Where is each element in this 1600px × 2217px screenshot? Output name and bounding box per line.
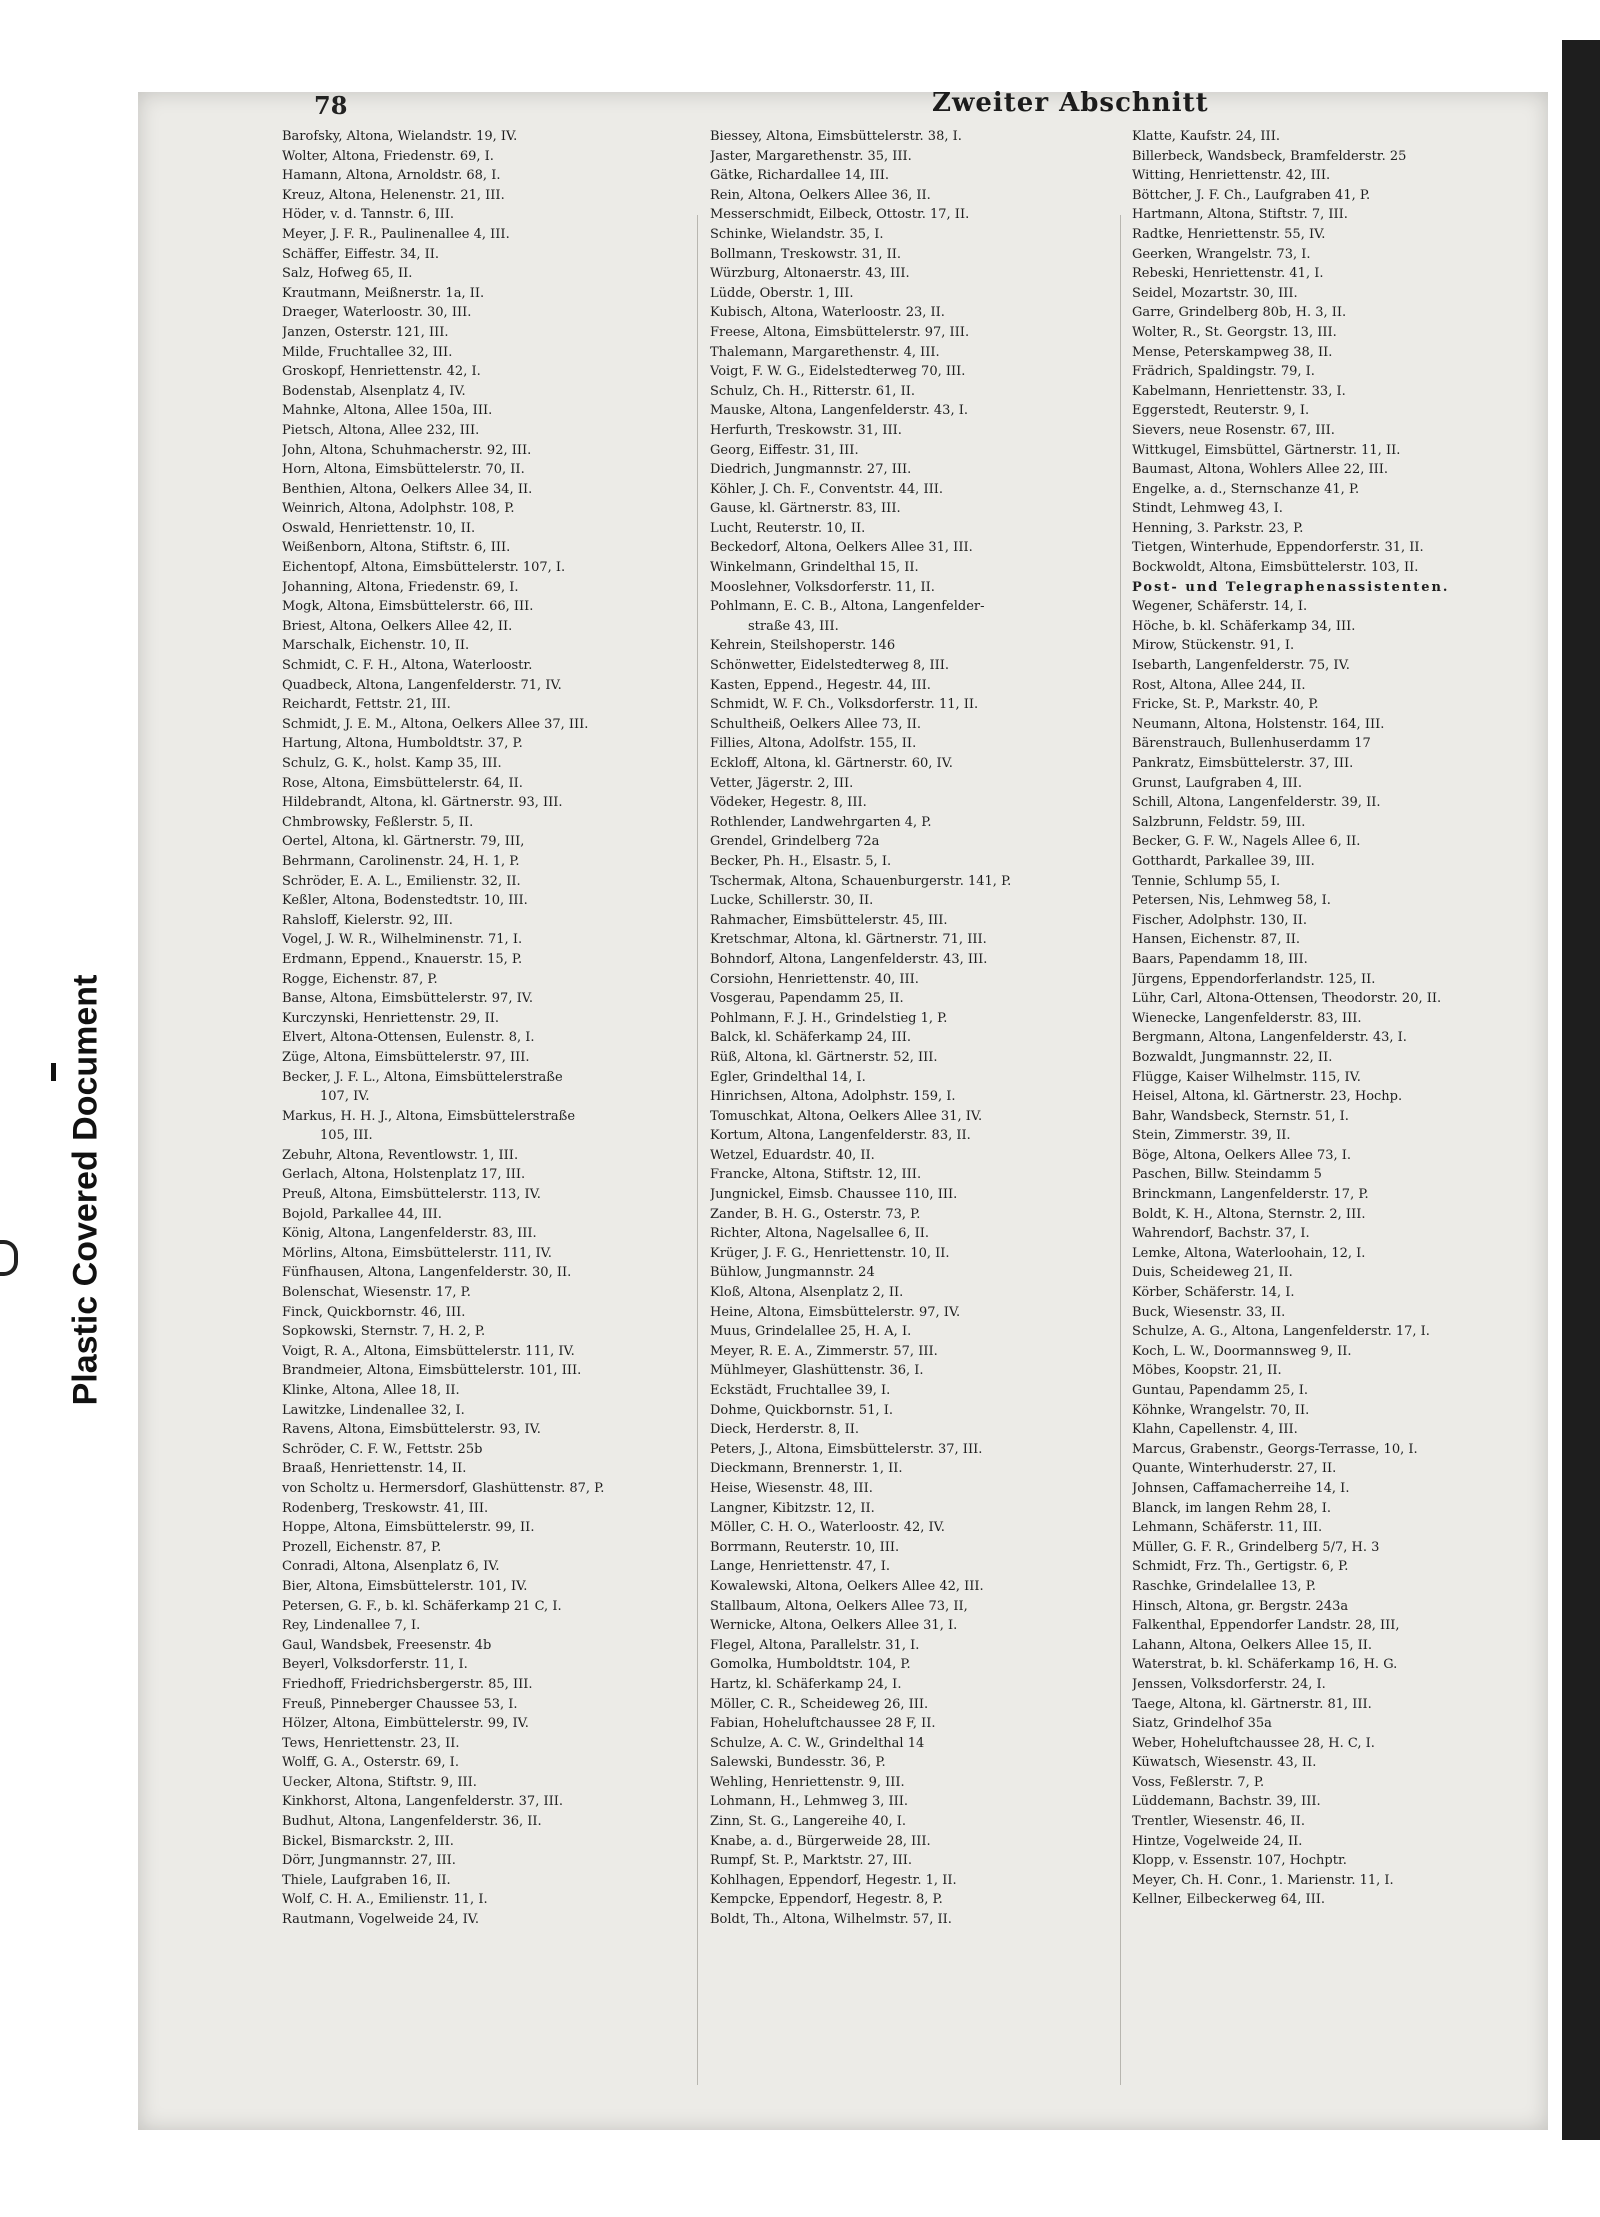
directory-entry: Bickel, Bismarckstr. 2, III. bbox=[282, 1833, 454, 1849]
directory-entry: Lawitzke, Lindenallee 32, I. bbox=[282, 1402, 465, 1418]
directory-entry: straße 43, III. bbox=[748, 618, 839, 634]
directory-entry: Schmidt, C. F. H., Altona, Waterloostr. bbox=[282, 658, 533, 674]
directory-entry: Tennie, Schlump 55, I. bbox=[1132, 873, 1281, 889]
directory-entry: Flegel, Altona, Parallelstr. 31, I. bbox=[710, 1637, 920, 1653]
directory-entry: Pietsch, Altona, Allee 232, III. bbox=[282, 422, 480, 438]
directory-entry: Pohlmann, E. C. B., Altona, Langenfelder- bbox=[710, 599, 985, 615]
directory-entry: Jaster, Margarethenstr. 35, III. bbox=[710, 148, 912, 164]
directory-entry: Horn, Altona, Eimsbüttelerstr. 70, II. bbox=[282, 462, 525, 478]
directory-entry: Thalemann, Margarethenstr. 4, III. bbox=[710, 344, 940, 360]
directory-entry: Balck, kl. Schäferkamp 24, III. bbox=[710, 1030, 911, 1046]
directory-entry: Kabelmann, Henriettenstr. 33, I. bbox=[1132, 383, 1346, 399]
directory-entry: Kasten, Eppend., Hegestr. 44, III. bbox=[710, 677, 931, 693]
directory-entry: Vogel, J. W. R., Wilhelminenstr. 71, I. bbox=[282, 932, 523, 948]
directory-entry: Mörlins, Altona, Eimsbüttelerstr. 111, IV. bbox=[282, 1245, 552, 1261]
directory-entry: Isebarth, Langenfelderstr. 75, IV. bbox=[1132, 658, 1350, 674]
directory-entry: Hildebrandt, Altona, kl. Gärtnerstr. 93, III. bbox=[282, 795, 563, 811]
directory-entry: Johanning, Altona, Friedenstr. 69, I. bbox=[282, 579, 519, 595]
directory-entry: Stindt, Lehmweg 43, I. bbox=[1132, 501, 1283, 517]
directory-entry: Messerschmidt, Eilbeck, Ottostr. 17, II. bbox=[710, 207, 970, 223]
directory-entry: Herfurth, Treskowstr. 31, III. bbox=[710, 422, 902, 438]
directory-entry: Sopkowski, Sternstr. 7, H. 2, P. bbox=[282, 1324, 486, 1340]
directory-entry: Klatte, Kaufstr. 24, III. bbox=[1132, 129, 1280, 144]
directory-entry: Paschen, Billw. Steindamm 5 bbox=[1132, 1167, 1322, 1183]
directory-entry: Banse, Altona, Eimsbüttelerstr. 97, IV. bbox=[282, 991, 533, 1007]
directory-entry: Kowalewski, Altona, Oelkers Allee 42, III. bbox=[710, 1578, 984, 1594]
directory-entry: Fischer, Adolphstr. 130, II. bbox=[1132, 912, 1308, 928]
directory-entry: Budhut, Altona, Langenfelderstr. 36, II. bbox=[282, 1814, 542, 1830]
directory-entry: Uecker, Altona, Stiftstr. 9, III. bbox=[282, 1774, 477, 1790]
directory-entry: Erdmann, Eppend., Knauerstr. 15, P. bbox=[282, 951, 523, 967]
directory-entry: Rein, Altona, Oelkers Allee 36, II. bbox=[710, 187, 931, 203]
directory-entry: Bockwoldt, Altona, Eimsbüttelerstr. 103, II. bbox=[1132, 560, 1419, 576]
directory-entry: Meyer, J. F. R., Paulinenallee 4, III. bbox=[282, 226, 510, 242]
directory-entry: Pankratz, Eimsbüttelerstr. 37, III. bbox=[1132, 756, 1354, 771]
directory-entry: Rebeski, Henriettenstr. 41, I. bbox=[1132, 266, 1324, 282]
directory-entry: Freese, Altona, Eimsbüttelerstr. 97, III. bbox=[710, 324, 970, 340]
directory-entry: Salz, Hofweg 65, II. bbox=[282, 266, 413, 282]
directory-entry: Corsiohn, Henriettenstr. 40, III. bbox=[710, 971, 919, 987]
directory-entry: Klopp, v. Essenstr. 107, Hochptr. bbox=[1132, 1853, 1347, 1869]
directory-entry: Hinrichsen, Altona, Adolphstr. 159, I. bbox=[710, 1089, 956, 1105]
directory-entry: Schultheiß, Oelkers Allee 73, II. bbox=[710, 716, 922, 732]
directory-entry: Jenssen, Volksdorferstr. 24, I. bbox=[1132, 1676, 1326, 1692]
directory-entry: Dörr, Jungmannstr. 27, III. bbox=[282, 1853, 456, 1869]
directory-entry: Salzbrunn, Feldstr. 59, III. bbox=[1132, 814, 1306, 830]
directory-entry: Becker, G. F. W., Nagels Allee 6, II. bbox=[1132, 834, 1361, 850]
column-divider bbox=[697, 215, 698, 2085]
directory-entry: Neumann, Altona, Holstenstr. 164, III. bbox=[1132, 716, 1385, 732]
directory-entry: Behrmann, Carolinenstr. 24, H. 1, P. bbox=[282, 853, 520, 869]
directory-entry: Georg, Eiffestr. 31, III. bbox=[710, 442, 859, 458]
directory-entry: Ravens, Altona, Eimsbüttelerstr. 93, IV. bbox=[282, 1422, 541, 1438]
directory-entry: Bolenschat, Wiesenstr. 17, P. bbox=[282, 1285, 471, 1301]
directory-entry: Kretschmar, Altona, kl. Gärtnerstr. 71, III. bbox=[710, 932, 987, 948]
directory-entry: Kempcke, Eppendorf, Hegestr. 8, P. bbox=[710, 1892, 943, 1908]
directory-entry: Jürgens, Eppendorferlandstr. 125, II. bbox=[1132, 971, 1376, 987]
page-number: 78 bbox=[314, 91, 348, 120]
directory-entry: Heine, Altona, Eimsbüttelerstr. 97, IV. bbox=[710, 1304, 961, 1320]
directory-entry: König, Altona, Langenfelderstr. 83, III. bbox=[282, 1226, 537, 1242]
directory-entry: Boldt, K. H., Altona, Sternstr. 2, III. bbox=[1132, 1206, 1366, 1222]
directory-entry: Fünfhausen, Altona, Langenfelderstr. 30, II. bbox=[282, 1265, 572, 1281]
directory-entry: Wittkugel, Eimsbüttel, Gärtnerstr. 11, II. bbox=[1132, 442, 1401, 458]
directory-entry: Flügge, Kaiser Wilhelmstr. 115, IV. bbox=[1132, 1069, 1361, 1085]
directory-entry: Freuß, Pinneberger Chaussee 53, I. bbox=[282, 1696, 518, 1712]
directory-column-2 bbox=[710, 127, 1120, 1930]
directory-entry: Rothlender, Landwehrgarten 4, P. bbox=[710, 814, 932, 830]
directory-entry: Vetter, Jägerstr. 2, III. bbox=[710, 775, 854, 791]
directory-entry: Böge, Altona, Oelkers Allee 73, I. bbox=[1132, 1147, 1352, 1163]
directory-entry: Krüger, J. F. G., Henriettenstr. 10, II. bbox=[710, 1245, 950, 1261]
directory-entry: Voigt, R. A., Altona, Eimsbüttelerstr. 111, IV. bbox=[282, 1343, 575, 1359]
directory-entry: Falkenthal, Eppendorfer Landstr. 28, III, bbox=[1132, 1618, 1400, 1634]
directory-entry: Eichentopf, Altona, Eimsbüttelerstr. 107, I. bbox=[282, 560, 566, 576]
directory-entry: Bodenstab, Alsenplatz 4, IV. bbox=[282, 383, 466, 399]
directory-entry: Schönwetter, Eidelstedterweg 8, III. bbox=[710, 658, 949, 674]
side-label-text: Plastic Covered Document bbox=[66, 974, 105, 1406]
directory-entry: Geerken, Wrangelstr. 73, I. bbox=[1132, 246, 1311, 262]
directory-entry: von Scholtz u. Hermersdorf, Glashüttenstr. 87, P. bbox=[282, 1480, 605, 1496]
directory-entry: Garre, Grindelberg 80b, H. 3, II. bbox=[1132, 305, 1347, 321]
directory-entry: Diedrich, Jungmannstr. 27, III. bbox=[710, 462, 912, 478]
directory-entry: Johnsen, Caffamacherreihe 14, I. bbox=[1132, 1480, 1350, 1496]
directory-entry: Hölzer, Altona, Eimbüttelerstr. 99, IV. bbox=[282, 1716, 529, 1732]
directory-entry: Rey, Lindenallee 7, I. bbox=[282, 1618, 421, 1634]
directory-entry: Wahrendorf, Bachstr. 37, I. bbox=[1132, 1226, 1310, 1242]
directory-entry: Müller, G. F. R., Grindelberg 5/7, H. 3 bbox=[1132, 1539, 1380, 1555]
directory-entry: Grunst, Laufgraben 4, III. bbox=[1132, 775, 1302, 791]
directory-entry: Zander, B. H. G., Osterstr. 73, P. bbox=[710, 1206, 921, 1222]
directory-entry: Schulze, A. G., Altona, Langenfelderstr. 17, I. bbox=[1132, 1324, 1430, 1340]
directory-entry: Eckstädt, Fruchtallee 39, I. bbox=[710, 1383, 891, 1398]
directory-entry: Buck, Wiesenstr. 33, II. bbox=[1132, 1304, 1286, 1320]
directory-entry: Schmidt, W. F. Ch., Volksdorferstr. 11, II. bbox=[710, 697, 979, 713]
directory-entry: Schinke, Wielandstr. 35, I. bbox=[710, 226, 884, 242]
directory-entry: Beyerl, Volksdorferstr. 11, I. bbox=[282, 1657, 468, 1673]
directory-entry: Tomuschkat, Altona, Oelkers Allee 31, IV. bbox=[710, 1108, 983, 1124]
directory-entry: Gerlach, Altona, Holstenplatz 17, III. bbox=[282, 1167, 526, 1183]
directory-entry: Taege, Altona, kl. Gärtnerstr. 81, III. bbox=[1132, 1696, 1372, 1712]
directory-entry: Schulz, G. K., holst. Kamp 35, III. bbox=[282, 756, 502, 771]
directory-entry: Höder, v. d. Tannstr. 6, III. bbox=[282, 207, 455, 223]
directory-entry: Rost, Altona, Allee 244, II. bbox=[1132, 677, 1306, 693]
directory-entry: Gause, kl. Gärtnerstr. 83, III. bbox=[710, 501, 901, 517]
directory-entry: Eckloff, Altona, kl. Gärtnerstr. 60, IV. bbox=[710, 756, 953, 771]
directory-entry: Grendel, Grindelberg 72a bbox=[710, 834, 880, 850]
directory-entry: Groskopf, Henriettenstr. 42, I. bbox=[282, 364, 481, 380]
directory-entry: Oswald, Henriettenstr. 10, II. bbox=[282, 520, 476, 536]
directory-entry: Stein, Zimmerstr. 39, II. bbox=[1132, 1128, 1291, 1144]
directory-entry: Köhnke, Wrangelstr. 70, II. bbox=[1132, 1402, 1310, 1418]
directory-entry: Keßler, Altona, Bodenstedtstr. 10, III. bbox=[282, 893, 528, 909]
directory-entry: Schulze, A. C. W., Grindelthal 14 bbox=[710, 1735, 925, 1751]
directory-entry: Hintze, Vogelweide 24, II. bbox=[1132, 1833, 1303, 1849]
directory-entry: Billerbeck, Wandsbeck, Bramfelderstr. 25 bbox=[1132, 148, 1407, 164]
directory-entry: Gätke, Richardallee 14, III. bbox=[710, 168, 890, 184]
directory-entry: Pohlmann, F. J. H., Grindelstieg 1, P. bbox=[710, 1010, 948, 1026]
directory-entry: Kellner, Eilbeckerweg 64, III. bbox=[1132, 1892, 1325, 1908]
directory-column-3 bbox=[1132, 127, 1552, 1910]
page-header bbox=[142, 88, 1532, 128]
directory-entry: Lüdde, Oberstr. 1, III. bbox=[710, 285, 854, 301]
page-content bbox=[142, 88, 1532, 128]
directory-entry: Heisel, Altona, kl. Gärtnerstr. 23, Hochp. bbox=[1132, 1089, 1403, 1105]
directory-entry: Schulz, Ch. H., Ritterstr. 61, II. bbox=[710, 383, 915, 399]
directory-entry: Schäffer, Eiffestr. 34, II. bbox=[282, 246, 440, 262]
directory-entry: Voss, Feßlerstr. 7, P. bbox=[1132, 1774, 1265, 1790]
column-divider bbox=[1120, 215, 1121, 2085]
directory-entry: Wehling, Henriettenstr. 9, III. bbox=[710, 1774, 905, 1790]
directory-entry: Mense, Peterskampweg 38, II. bbox=[1132, 344, 1333, 360]
directory-entry: Janzen, Osterstr. 121, III. bbox=[282, 324, 449, 340]
directory-entry: Heise, Wiesenstr. 48, III. bbox=[710, 1480, 873, 1496]
directory-entry: Salewski, Bundesstr. 36, P. bbox=[710, 1755, 886, 1771]
directory-entry: Knabe, a. d., Bürgerweide 28, III. bbox=[710, 1833, 931, 1849]
directory-entry: Langner, Kibitzstr. 12, II. bbox=[710, 1500, 875, 1516]
directory-entry: Lohmann, H., Lehmweg 3, III. bbox=[710, 1794, 909, 1810]
directory-entry: Kloß, Altona, Alsenplatz 2, II. bbox=[710, 1285, 904, 1301]
directory-entry: Kreuz, Altona, Helenenstr. 21, III. bbox=[282, 187, 505, 203]
directory-entry: Briest, Altona, Oelkers Allee 42, II. bbox=[282, 618, 513, 634]
directory-entry: Post- und Telegraphenassistenten. bbox=[1132, 579, 1450, 595]
directory-entry: Duis, Scheideweg 21, II. bbox=[1132, 1265, 1293, 1281]
directory-entry: Lühr, Carl, Altona-Ottensen, Theodorstr. 20, II. bbox=[1132, 991, 1442, 1007]
directory-entry: Wernicke, Altona, Oelkers Allee 31, I. bbox=[710, 1618, 958, 1634]
directory-entry: Fillies, Altona, Adolfstr. 155, II. bbox=[710, 736, 917, 752]
directory-entry: Hoppe, Altona, Eimsbüttelerstr. 99, II. bbox=[282, 1520, 535, 1536]
directory-entry: Weißenborn, Altona, Stiftstr. 6, III. bbox=[282, 540, 511, 556]
directory-entry: Hansen, Eichenstr. 87, II. bbox=[1132, 932, 1300, 948]
directory-entry: Kurczynski, Henriettenstr. 29, II. bbox=[282, 1010, 499, 1026]
directory-entry: Mogk, Altona, Eimsbüttelerstr. 66, III. bbox=[282, 599, 534, 615]
directory-entry: Quante, Winterhuderstr. 27, II. bbox=[1132, 1461, 1337, 1477]
directory-entry: Schmidt, J. E. M., Altona, Oelkers Allee 37, III. bbox=[282, 716, 589, 732]
directory-entry: Bollmann, Treskowstr. 31, II. bbox=[710, 246, 902, 262]
directory-entry: Rumpf, St. P., Marktstr. 27, III. bbox=[710, 1853, 912, 1869]
directory-entry: Bärenstrauch, Bullenhuserdamm 17 bbox=[1132, 736, 1371, 752]
directory-entry: Koch, L. W., Doormannsweg 9, II. bbox=[1132, 1343, 1352, 1359]
directory-entry: Rautmann, Vogelweide 24, IV. bbox=[282, 1912, 480, 1928]
directory-entry: Becker, Ph. H., Elsastr. 5, I. bbox=[710, 853, 892, 869]
directory-entry: Peters, J., Altona, Eimsbüttelerstr. 37, III. bbox=[710, 1441, 983, 1457]
directory-entry: Weber, Hoheluftchaussee 28, H. C, I. bbox=[1132, 1735, 1375, 1751]
directory-entry: Rahsloff, Kielerstr. 92, III. bbox=[282, 912, 453, 928]
directory-entry: Bohndorf, Altona, Langenfelderstr. 43, III. bbox=[710, 951, 988, 967]
directory-entry: Bier, Altona, Eimsbüttelerstr. 101, IV. bbox=[282, 1578, 528, 1594]
directory-entry: Bühlow, Jungmannstr. 24 bbox=[710, 1265, 875, 1281]
directory-entry: Hinsch, Altona, gr. Bergstr. 243a bbox=[1132, 1598, 1349, 1614]
directory-entry: Richter, Altona, Nagelsallee 6, II. bbox=[710, 1226, 930, 1242]
section-title: Zweiter Abschnitt bbox=[932, 88, 1209, 118]
directory-entry: Stallbaum, Altona, Oelkers Allee 73, II, bbox=[710, 1598, 968, 1614]
directory-entry: Bergmann, Altona, Langenfelderstr. 43, I. bbox=[1132, 1030, 1407, 1046]
directory-entry: Fabian, Hoheluftchaussee 28 F, II. bbox=[710, 1716, 936, 1732]
directory-entry: Fricke, St. P., Markstr. 40, P. bbox=[1132, 697, 1319, 713]
directory-entry: Preuß, Altona, Eimsbüttelerstr. 113, IV. bbox=[282, 1187, 541, 1203]
directory-entry: Meyer, R. E. A., Zimmerstr. 57, III. bbox=[710, 1343, 938, 1359]
directory-entry: Borrmann, Reuterstr. 10, III. bbox=[710, 1539, 900, 1555]
directory-entry: Brandmeier, Altona, Eimsbüttelerstr. 101, III. bbox=[282, 1363, 582, 1379]
directory-entry: Jungnickel, Eimsb. Chaussee 110, III. bbox=[710, 1187, 958, 1203]
directory-entry: Tschermak, Altona, Schauenburgerstr. 141, P. bbox=[710, 873, 1012, 889]
directory-entry: Petersen, G. F., b. kl. Schäferkamp 21 C, I. bbox=[282, 1598, 562, 1614]
directory-entry: Guntau, Papendamm 25, I. bbox=[1132, 1383, 1308, 1398]
directory-entry: John, Altona, Schuhmacherstr. 92, III. bbox=[282, 442, 532, 458]
directory-entry: Lüddemann, Bachstr. 39, III. bbox=[1132, 1794, 1321, 1810]
directory-entry: Schröder, C. F. W., Fettstr. 25b bbox=[282, 1441, 483, 1457]
directory-entry: Lahann, Altona, Oelkers Allee 15, II. bbox=[1132, 1637, 1373, 1653]
directory-entry: Mooslehner, Volksdorferstr. 11, II. bbox=[710, 579, 935, 595]
directory-entry: Hamann, Altona, Arnoldstr. 68, I. bbox=[282, 168, 501, 184]
directory-entry: Bahr, Wandsbeck, Sternstr. 51, I. bbox=[1132, 1108, 1349, 1124]
directory-entry: Krautmann, Meißnerstr. 1a, II. bbox=[282, 285, 485, 301]
directory-entry: Mauske, Altona, Langenfelderstr. 43, I. bbox=[710, 403, 968, 419]
directory-entry: Kortum, Altona, Langenfelderstr. 83, II. bbox=[710, 1128, 971, 1144]
directory-entry: Chmbrowsky, Feßlerstr. 5, II. bbox=[282, 814, 474, 830]
directory-entry: Radtke, Henriettenstr. 55, IV. bbox=[1132, 226, 1326, 242]
directory-entry: Zebuhr, Altona, Reventlowstr. 1, III. bbox=[282, 1147, 519, 1163]
directory-entry: Seidel, Mozartstr. 30, III. bbox=[1132, 285, 1298, 301]
directory-entry: Markus, H. H. J., Altona, Eimsbüttelerstraße bbox=[282, 1108, 576, 1124]
directory-entry: 105, III. bbox=[320, 1128, 373, 1144]
directory-entry: Oertel, Altona, kl. Gärtnerstr. 79, III, bbox=[282, 834, 525, 850]
directory-entry: Baars, Papendamm 18, III. bbox=[1132, 951, 1308, 967]
directory-entry: Hartz, kl. Schäferkamp 24, I. bbox=[710, 1676, 902, 1692]
directory-entry: Kinkhorst, Altona, Langenfelderstr. 37, III. bbox=[282, 1794, 564, 1810]
directory-entry: Witting, Henriettenstr. 42, III. bbox=[1132, 168, 1331, 184]
directory-entry: Lehmann, Schäferstr. 11, III. bbox=[1132, 1520, 1323, 1536]
scan-right-edge bbox=[1562, 40, 1600, 2140]
directory-entry: Vosgerau, Papendamm 25, II. bbox=[710, 991, 904, 1007]
directory-entry: Dieck, Herderstr. 8, II. bbox=[710, 1422, 860, 1438]
directory-entry: Biessey, Altona, Eimsbüttelerstr. 38, I. bbox=[710, 129, 962, 144]
directory-entry: Benthien, Altona, Oelkers Allee 34, II. bbox=[282, 481, 533, 497]
directory-entry: Lucke, Schillerstr. 30, II. bbox=[710, 893, 874, 909]
directory-entry: Quadbeck, Altona, Langenfelderstr. 71, IV. bbox=[282, 677, 562, 693]
directory-entry: Siatz, Grindelhof 35a bbox=[1132, 1716, 1272, 1732]
directory-entry: Rüß, Altona, kl. Gärtnerstr. 52, III. bbox=[710, 1049, 938, 1065]
directory-entry: Zinn, St. G., Langereihe 40, I. bbox=[710, 1814, 907, 1830]
directory-entry: Muus, Grindelallee 25, H. A, I. bbox=[710, 1324, 912, 1340]
directory-entry: Vödeker, Hegestr. 8, III. bbox=[710, 795, 867, 811]
directory-entry: Elvert, Altona-Ottensen, Eulenstr. 8, I. bbox=[282, 1030, 535, 1046]
directory-entry: Braaß, Henriettenstr. 14, II. bbox=[282, 1461, 467, 1477]
directory-entry: Gomolka, Humboldtstr. 104, P. bbox=[710, 1657, 911, 1673]
directory-entry: Züge, Altona, Eimsbüttelerstr. 97, III. bbox=[282, 1049, 530, 1065]
directory-entry: Thiele, Laufgraben 16, II. bbox=[282, 1872, 451, 1888]
directory-entry: Trentler, Wiesenstr. 46, II. bbox=[1132, 1814, 1305, 1830]
side-label bbox=[8, 40, 123, 2217]
directory-entry: Kubisch, Altona, Waterloostr. 23, II. bbox=[710, 305, 945, 321]
directory-entry: Brinckmann, Langenfelderstr. 17, P. bbox=[1132, 1187, 1369, 1203]
directory-entry: Böttcher, J. F. Ch., Laufgraben 41, P. bbox=[1132, 187, 1371, 203]
directory-entry: Lange, Henriettenstr. 47, I. bbox=[710, 1559, 891, 1575]
directory-entry: Hartung, Altona, Humboldtstr. 37, P. bbox=[282, 736, 523, 752]
directory-entry: Meyer, Ch. H. Conr., 1. Marienstr. 11, I. bbox=[1132, 1872, 1394, 1888]
directory-entry: Raschke, Grindelallee 13, P. bbox=[1132, 1578, 1316, 1594]
directory-entry: Conradi, Altona, Alsenplatz 6, IV. bbox=[282, 1559, 500, 1575]
directory-entry: Milde, Fruchtallee 32, III. bbox=[282, 344, 453, 360]
directory-entry: Rose, Altona, Eimsbüttelerstr. 64, II. bbox=[282, 775, 523, 791]
directory-entry: Voigt, F. W. G., Eidelstedterweg 70, III. bbox=[710, 364, 966, 380]
directory-entry: Klahn, Capellenstr. 4, III. bbox=[1132, 1422, 1298, 1438]
directory-entry: Marcus, Grabenstr., Georgs-Terrasse, 10, I. bbox=[1132, 1441, 1418, 1457]
directory-entry: Wegener, Schäferstr. 14, I. bbox=[1132, 599, 1308, 615]
directory-entry: Lemke, Altona, Waterloohain, 12, I. bbox=[1132, 1245, 1366, 1261]
directory-entry: Winkelmann, Grindelthal 15, II. bbox=[710, 560, 919, 576]
directory-entry: Becker, J. F. L., Altona, Eimsbüttelerstraße bbox=[282, 1069, 563, 1085]
directory-entry: Schill, Altona, Langenfelderstr. 39, II. bbox=[1132, 795, 1381, 811]
directory-entry: Klinke, Altona, Allee 18, II. bbox=[282, 1383, 460, 1398]
directory-entry: Frädrich, Spaldingstr. 79, I. bbox=[1132, 364, 1315, 380]
directory-entry: Schmidt, Frz. Th., Gertigstr. 6, P. bbox=[1132, 1559, 1349, 1575]
directory-entry: Blanck, im langen Rehm 28, I. bbox=[1132, 1500, 1332, 1516]
directory-entry: Petersen, Nis, Lehmweg 58, I. bbox=[1132, 893, 1331, 909]
directory-entry: Lucht, Reuterstr. 10, II. bbox=[710, 520, 866, 536]
directory-entry: Kohlhagen, Eppendorf, Hegestr. 1, II. bbox=[710, 1872, 957, 1888]
directory-entry: 107, IV. bbox=[320, 1089, 370, 1105]
directory-entry: Wolf, C. H. A., Emilienstr. 11, I. bbox=[282, 1892, 488, 1908]
directory-entry: Tietgen, Winterhude, Eppendorferstr. 31, II. bbox=[1132, 540, 1424, 556]
directory-entry: Wienecke, Langenfelderstr. 83, III. bbox=[1132, 1010, 1362, 1026]
directory-entry: Rogge, Eichenstr. 87, P. bbox=[282, 971, 438, 987]
directory-column-1 bbox=[282, 127, 687, 1930]
directory-entry: Waterstrat, b. kl. Schäferkamp 16, H. G. bbox=[1132, 1657, 1398, 1673]
directory-entry: Marschalk, Eichenstr. 10, II. bbox=[282, 638, 470, 654]
directory-entry: Bozwaldt, Jungmannstr. 22, II. bbox=[1132, 1049, 1333, 1065]
directory-entry: Hartmann, Altona, Stiftstr. 7, III. bbox=[1132, 207, 1348, 223]
directory-entry: Dieckmann, Brennerstr. 1, II. bbox=[710, 1461, 903, 1477]
directory-entry: Mühlmeyer, Glashüttenstr. 36, I. bbox=[710, 1363, 924, 1379]
directory-entry: Küwatsch, Wiesenstr. 43, II. bbox=[1132, 1755, 1317, 1771]
directory-entry: Tews, Henriettenstr. 23, II. bbox=[282, 1735, 460, 1751]
directory-entry: Wetzel, Eduardstr. 40, II. bbox=[710, 1147, 875, 1163]
directory-entry: Boldt, Th., Altona, Wilhelmstr. 57, II. bbox=[710, 1912, 952, 1928]
directory-entry: Höche, b. kl. Schäferkamp 34, III. bbox=[1132, 618, 1356, 634]
directory-entry: Gotthardt, Parkallee 39, III. bbox=[1132, 853, 1315, 869]
directory-entry: Engelke, a. d., Sternschanze 41, P. bbox=[1132, 481, 1360, 497]
directory-entry: Wolter, Altona, Friedenstr. 69, I. bbox=[282, 148, 494, 164]
directory-entry: Henning, 3. Parkstr. 23, P. bbox=[1132, 520, 1304, 536]
directory-entry: Würzburg, Altonaerstr. 43, III. bbox=[710, 266, 910, 282]
directory-entry: Mahnke, Altona, Allee 150a, III. bbox=[282, 403, 493, 419]
directory-entry: Eggerstedt, Reuterstr. 9, I. bbox=[1132, 403, 1310, 419]
directory-entry: Wolter, R., St. Georgstr. 13, III. bbox=[1132, 324, 1337, 340]
directory-entry: Baumast, Altona, Wohlers Allee 22, III. bbox=[1132, 462, 1389, 478]
side-tick-mark bbox=[51, 1063, 56, 1081]
directory-entry: Wolff, G. A., Osterstr. 69, I. bbox=[282, 1755, 459, 1771]
directory-entry: Rahmacher, Eimsbüttelerstr. 45, III. bbox=[710, 912, 948, 928]
directory-entry: Dohme, Quickbornstr. 51, I. bbox=[710, 1402, 894, 1418]
directory-entry: Prozell, Eichenstr. 87, P. bbox=[282, 1539, 442, 1555]
directory-entry: Weinrich, Altona, Adolphstr. 108, P. bbox=[282, 501, 515, 517]
directory-entry: Köhler, J. Ch. F., Conventstr. 44, III. bbox=[710, 481, 943, 497]
directory-entry: Schröder, E. A. L., Emilienstr. 32, II. bbox=[282, 873, 521, 889]
directory-entry: Gaul, Wandsbek, Freesenstr. 4b bbox=[282, 1637, 492, 1653]
directory-entry: Bojold, Parkallee 44, III. bbox=[282, 1206, 442, 1222]
directory-entry: Reichardt, Fettstr. 21, III. bbox=[282, 697, 451, 713]
directory-entry: Sievers, neue Rosenstr. 67, III. bbox=[1132, 422, 1335, 438]
directory-entry: Beckedorf, Altona, Oelkers Allee 31, III. bbox=[710, 540, 973, 556]
directory-entry: Körber, Schäferstr. 14, I. bbox=[1132, 1285, 1295, 1301]
directory-entry: Möbes, Koopstr. 21, II. bbox=[1132, 1363, 1282, 1379]
directory-entry: Friedhoff, Friedrichsbergerstr. 85, III. bbox=[282, 1676, 533, 1692]
directory-entry: Möller, C. R., Scheideweg 26, III. bbox=[710, 1696, 929, 1712]
directory-entry: Barofsky, Altona, Wielandstr. 19, IV. bbox=[282, 129, 518, 144]
directory-entry: Mirow, Stückenstr. 91, I. bbox=[1132, 638, 1295, 654]
directory-entry: Draeger, Waterloostr. 30, III. bbox=[282, 305, 472, 321]
directory-entry: Möller, C. H. O., Waterloostr. 42, IV. bbox=[710, 1520, 945, 1536]
directory-entry: Rodenberg, Treskowstr. 41, III. bbox=[282, 1500, 489, 1516]
directory-entry: Egler, Grindelthal 14, I. bbox=[710, 1069, 866, 1085]
directory-entry: Finck, Quickbornstr. 46, III. bbox=[282, 1304, 466, 1320]
directory-entry: Francke, Altona, Stiftstr. 12, III. bbox=[710, 1167, 922, 1183]
directory-entry: Kehrein, Steilshoperstr. 146 bbox=[710, 638, 896, 654]
